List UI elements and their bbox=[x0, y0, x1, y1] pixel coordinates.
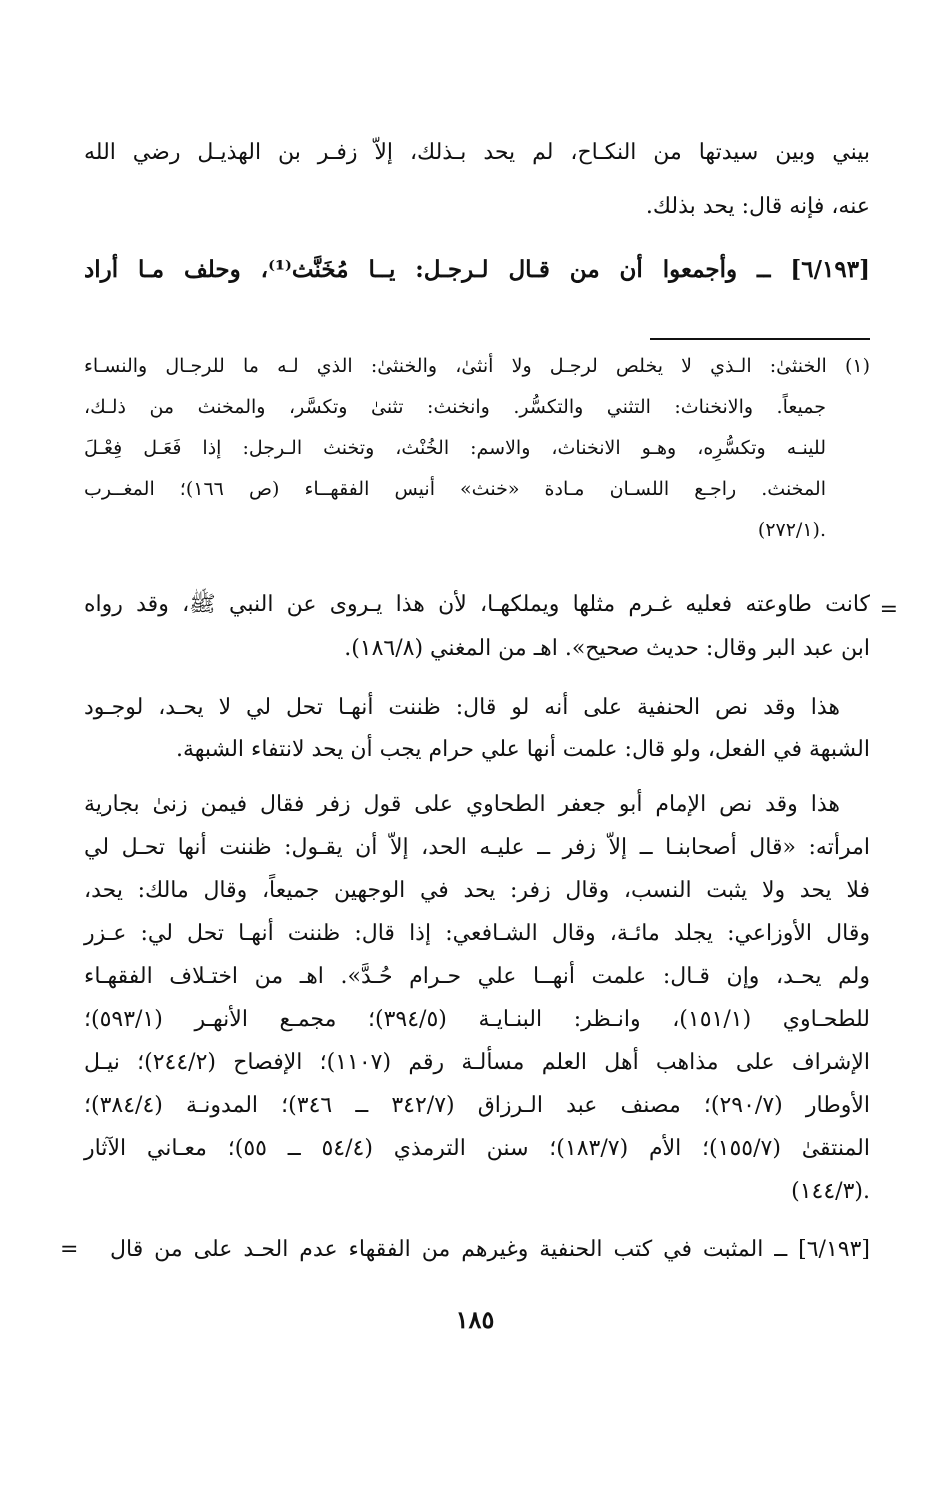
commentary-line: هذا وقد نص الحنفية على أنه لو قال: ظننت أنهـا تحل لي لا يحـد، لوجـود bbox=[84, 695, 840, 720]
commentary-line: ولم يحـد، وإن قـال: علمت أنهــا علي حـرام حُـدَّ». اهـ من اختـلاف الفقهـاء bbox=[84, 964, 870, 989]
footnote-line: جميعاً. والانخناث: التثني والتكسُّر. وانخنث: تثنىٰ وتكسَّر، والمخنث من ذلـك، bbox=[84, 396, 826, 418]
text-line: بيني وبين سيدتها من النكـاح، لم يحد بـذلك، إلاّ زفـر بن الهذيـل رضي الله bbox=[84, 140, 870, 165]
commentary-line: كانت طاوعته فعليه غـرم مثلها ويملكهـا، لأن هذا يـروى عن النبي ﷺ، وقد رواه bbox=[84, 592, 870, 617]
commentary-line: للطحـاوي (١٥١/١)، وانـظر: البنـايـة (٣٩٤/٥)؛ مجمـع الأنهـر (٥٩٣/١)؛ bbox=[84, 1007, 870, 1032]
footnote-line: (١) الخنثىٰ: الـذي لا يخلص لرجـل ولا أنثىٰ، والخنثىٰ: الذي لـه ما للرجـال والنسـاء bbox=[84, 355, 870, 377]
text-line: عنه، فإنه قال: يحد بذلك. bbox=[645, 194, 870, 219]
commentary-line: امرأته: «قال أصحابنـا ــ إلاّ زفر ــ عليـه الحد، إلاّ أن يقـول: ظننت أنها تحـل لي bbox=[84, 835, 870, 860]
commentary-line: ابن عبد البر وقال: حديث صحيح». اهـ من المغني (١٨٦/٨). bbox=[344, 636, 870, 661]
commentary-line: فلا يحد ولا يثبت النسب، وقال زفر: يحد في الوجهين جميعاً، وقال مالك: يحد، bbox=[84, 878, 870, 903]
footnote-line: المخنث. راجـع اللسـان مـادة «خنث» أنيس الفقهــاء (ص ١٦٦)؛ المغــرب bbox=[84, 478, 826, 500]
commentary-line: الأوطار (٢٩٠/٧)؛ مصنف عبد الـرزاق (٣٤٢/٧ ــ ٣٤٦)؛ المدونـة (٣٨٤/٤)؛ bbox=[84, 1093, 870, 1118]
commentary-line: المنتقىٰ (١٥٥/٧)؛ الأم (١٨٣/٧)؛ سنن الترمذي (٥٤/٤ ــ ٥٥)؛ معـاني الآثار bbox=[84, 1136, 870, 1161]
continuation-mark: = bbox=[60, 1237, 79, 1262]
footnote-separator bbox=[650, 338, 870, 340]
ijma-entry-line: [٦/١٩٣] ــ وأجمعوا أن من قـال لـرجـل: يــا مُخَنَّث⁽¹⁾، وحلف مـا أراد bbox=[84, 256, 870, 283]
commentary-line: هذا وقد نص الإمام أبو جعفر الطحاوي على قول زفر فقال فيمن زنىٰ بجارية bbox=[84, 792, 840, 817]
commentary-line: الإشراف على مذاهب أهل العلم مسألـة رقم (١١٠٧)؛ الإفصاح (٢٤٤/٢)؛ نيـل bbox=[84, 1050, 870, 1075]
continuation-mark: = bbox=[879, 597, 898, 622]
commentary-line: وقال الأوزاعي: يجلد مائـة، وقال الشـافعي: إذا قال: ظننت أنهـا تحل لي: عـزر bbox=[84, 921, 870, 946]
commentary-line: [٦/١٩٣] ــ المثبت في كتب الحنفية وغيرهم من الفقهاء عدم الحـد على من قال bbox=[110, 1237, 870, 1262]
page-number: ١٨٥ bbox=[455, 1305, 495, 1334]
footnote-line: للينـه وتكسُّرِه، وهـو الانخناث، والاسم: الخُنْث، وتخنث الـرجل: إذا فَعَـل فِعْـلَ bbox=[84, 437, 827, 459]
commentary-line: الشبهة في الفعل، ولو قال: علمت أنها علي حرام يجب أن يحد لانتفاء الشبهة. bbox=[176, 737, 870, 762]
footnote-line: .(٢٧٢/١) bbox=[757, 519, 826, 541]
commentary-line: .(١٤٤/٣) bbox=[791, 1179, 870, 1204]
